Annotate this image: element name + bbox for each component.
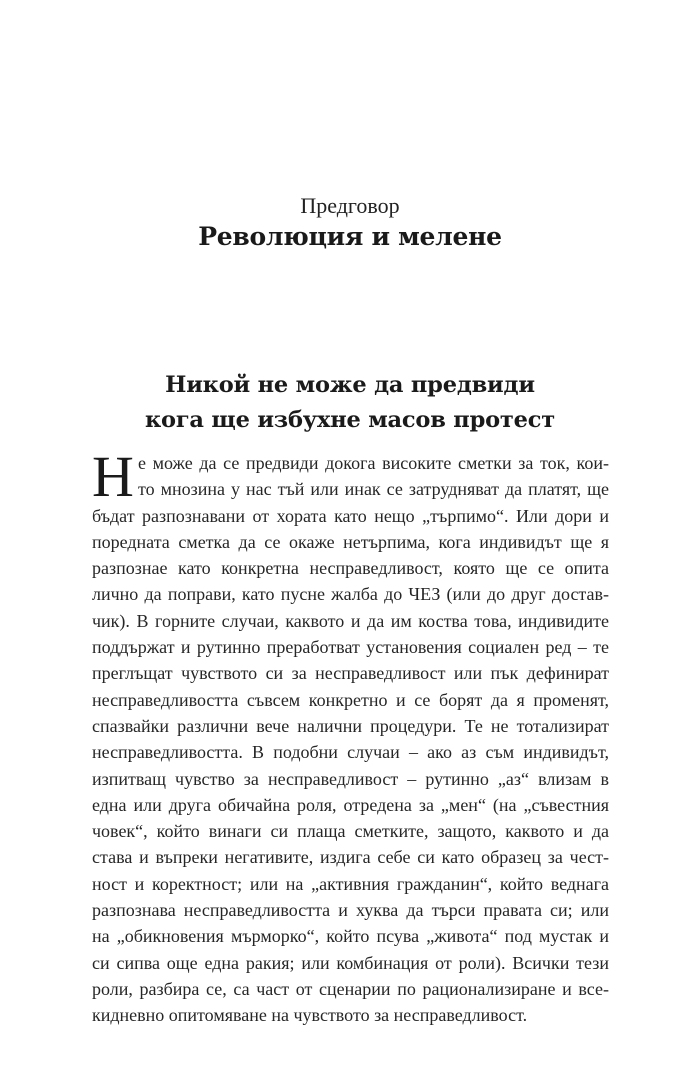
body-line: човек“, който винаги си плаща сметките, защото, каквото и да	[92, 821, 609, 842]
body-line: несправедливостта съвсем конкретно и се борят да я променят,	[92, 689, 609, 710]
drop-cap: Н	[92, 444, 134, 509]
body-line: чик). В горните случаи, каквото и да им коства това, индивидите	[92, 610, 609, 631]
body-line: една или друга обичайна роля, отредена за „мен“ (на „съвестния	[92, 794, 609, 815]
preface-label: Предговор	[300, 193, 400, 218]
body-line: ност и коректност; или на „активния гражданин“, който веднага	[92, 873, 609, 894]
body-line: разпознава несправедливостта и хуква да търси правата си; или	[92, 900, 609, 921]
body-line: роли, разбира се, са част от сценарии по рационализиране и все-	[92, 978, 609, 999]
chapter-title: Революция и мелене	[198, 222, 502, 251]
body-line: то мнозина у нас тъй или инак се затрудняват да платят, ще	[138, 479, 609, 500]
body-line: поддържат и рутинно преработват установения социален ред – те	[92, 637, 609, 658]
body-line: преглъщат чувството си за несправедливост или пък дефинират	[92, 663, 609, 684]
body-line: е може да се предвиди докога високите сметки за ток, кои-	[138, 453, 609, 473]
body-line: изпитващ чувство за несправедливост – рутинно „аз“ влизам в	[92, 768, 609, 789]
section-title-line: Никой не може да предвиди	[165, 372, 535, 398]
section-title-line: кога ще избухне масов протест	[144, 407, 556, 433]
body-line: бъдат разпознавани от хората като нещо „търпимо“. Или дори и	[92, 505, 609, 526]
body-line: кидневно опитомяване на чувството за несправедливост.	[92, 1005, 528, 1026]
body-line: си сипва още една ракия; или комбинация от роли). Всички тези	[92, 952, 609, 973]
body-line: разпознае като конкретна несправедливост, която ще се опита	[92, 558, 609, 579]
body-line: несправедливостта. В подобни случаи – ако аз съм индивидът,	[92, 742, 609, 763]
body-line: на „обикновения мърморко“, който псува „живота“ под мустак и	[92, 926, 609, 947]
body-line: лично да поправи, като пусне жалба до ЧЕЗ (или до друг достав-	[92, 584, 609, 605]
body-paragraph	[92, 444, 609, 1029]
body-line: става и въпреки негативите, издига себе си като образец за чест-	[92, 847, 609, 868]
body-line: спазвайки различни вече налични процедури. Те не тотализират	[92, 715, 609, 736]
section-title	[0, 368, 700, 438]
body-line: поредната сметка да се окаже нетърпима, кога индивидът ще я	[92, 531, 609, 552]
